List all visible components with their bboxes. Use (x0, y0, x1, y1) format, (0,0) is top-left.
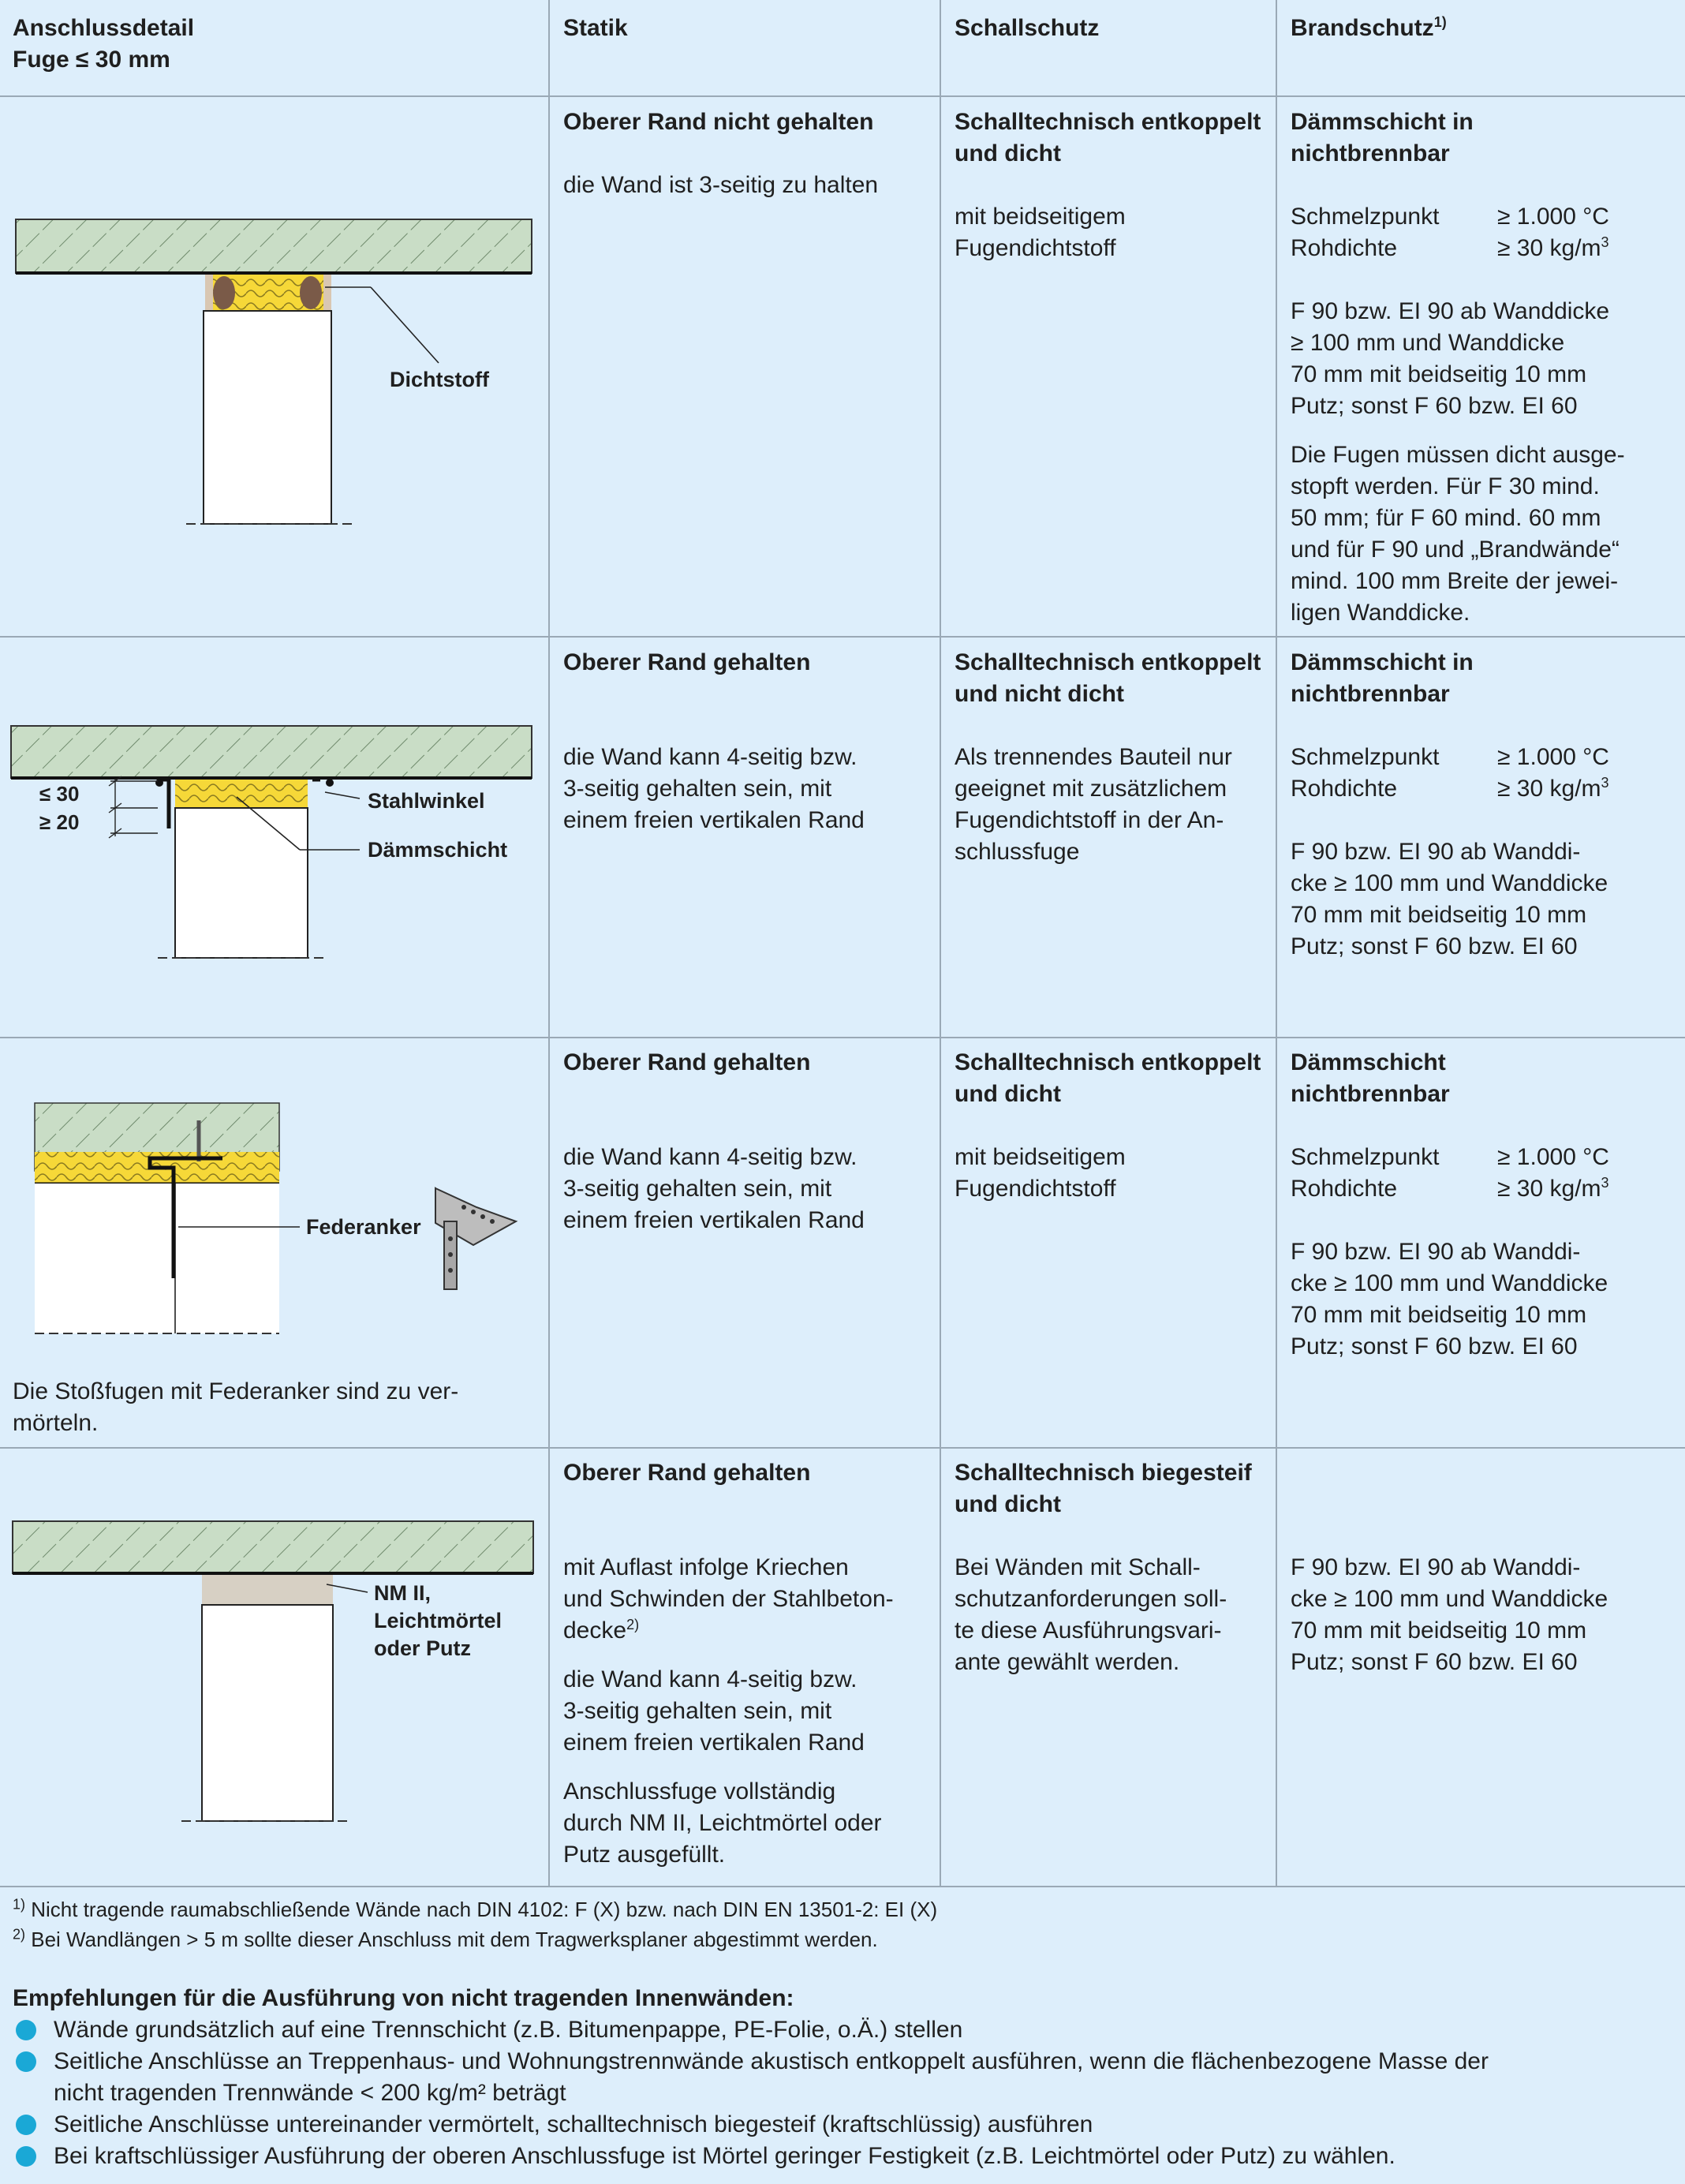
header-schallschutz: Schallschutz (955, 15, 1100, 41)
label-min-20: ≥ 20 (39, 810, 80, 834)
label-leichtmoertel: Leichtmörtel (374, 1609, 503, 1632)
bullet-icon (16, 2115, 36, 2135)
label-federanker: Federanker (306, 1215, 421, 1239)
wall (35, 1184, 279, 1333)
label-oder-putz: oder Putz (374, 1636, 472, 1660)
label-nm-ii: NM II, (374, 1581, 431, 1605)
footnote-2: $^{2)}$ Bei Wandlängen > 5 m sollte dieser Anschluss mit dem Tragwerksplaner abgestimmt werden. (13, 1926, 878, 1951)
wall (202, 1605, 333, 1821)
bullet-icon (16, 2020, 36, 2040)
label-dichtstoff: Dichtstoff (390, 368, 489, 391)
steel-angle-left (161, 780, 169, 828)
recommendations-title: Empfehlungen für die Ausführung von nicht tragenden Innenwänden: (13, 1985, 794, 2011)
detail-drawing-row2 (0, 710, 544, 970)
row-divider (0, 636, 1685, 638)
header-anschlussdetail: Anschlussdetail Fuge ≤ 30 mm (13, 15, 195, 73)
list-item: Seitliche Anschlüsse untereinander vermörtelt, schalltechnisch biegesteif (kraftschlüssig) ausführen (13, 2109, 1669, 2141)
row1-statik: Oberer Rand nicht gehalten die Wand ist 3-seitig zu halten (563, 109, 879, 198)
concrete-slab (13, 1521, 533, 1573)
mortar-joint (202, 1575, 333, 1605)
wall (204, 311, 331, 524)
federanker-icon (435, 1188, 516, 1289)
row3-statik: Oberer Rand gehalten die Wand kann 4-seitig bzw. 3-seitig gehalten sein, mit einem freien vertikalen Rand (563, 1049, 865, 1233)
row-divider (0, 1037, 1685, 1038)
list-item: Seitliche Anschlüsse an Treppenhaus- und Wohnungstrennwände akustisch entkoppelt ausführen, wenn die flächenbezogene Masse der nicht tragenden Trennwände < 200 kg/m² beträgt (13, 2046, 1669, 2109)
list-item: Wände grundsätzlich auf eine Trennschicht (z.B. Bitumenpappe, PE-Folie, o.Ä.) stellen (13, 2014, 1669, 2046)
row2-schallschutz: Schalltechnisch entkoppelt und nicht dicht Als trennendes Bauteil nur geeignet mit zusätzlichem Fugendichtstoff in der An- schlussfuge (955, 649, 1261, 865)
row-divider (0, 95, 1685, 97)
column-divider (548, 0, 550, 1886)
bullet-icon (16, 2146, 36, 2167)
label-stahlwinkel: Stahlwinkel (368, 789, 485, 813)
sealant-left (213, 276, 235, 309)
row3-brandschutz: Dämmschicht nichtbrennbar Schmelzpunkt ≥ 1.000 °C Rohdichte ≥ 30 $kg/m^3$ F 90 bzw. EI 90 ab Wanddi- cke ≥ 100 mm und Wanddicke 70 mm mit beidseitig 10 mm Putz; sonst F 60 bzw. EI 60 (1291, 1049, 1609, 1359)
row-divider (0, 1886, 1685, 1887)
column-divider (940, 0, 941, 1886)
row1-brandschutz: Dämmschicht in nichtbrennbar Schmelzpunkt ≥ 1.000 °C Rohdichte ≥ 30 $kg/m^3$ F 90 bzw. EI 90 ab Wanddicke ≥ 100 mm und Wanddicke 70 mm mit beidseitig 10 mm Putz; sonst F 60 bzw. EI 60 Die Fugen müssen dicht ausge- stopft werden. Für F 30 mind. 50 mm; für F 60 mind. 60 mm und für F 90 und „Brandwände“ mind. 100 mm Breite der jewei- ligen Wanddicke. (1291, 109, 1625, 626)
row3-caption: Die Stoßfugen mit Federanker sind zu ver- mörteln. (13, 1378, 459, 1436)
row4-schallschutz: Schalltechnisch biegesteif und dicht Bei Wänden mit Schall- schutzanforderungen soll- te diese Ausführungsvari- ante gewählt werden. (955, 1460, 1252, 1675)
wall (175, 808, 308, 958)
recommendations (13, 1983, 1669, 2172)
bullet-icon (16, 2051, 36, 2072)
row4-statik: Oberer Rand gehalten mit Auflast infolge Kriechen und Schwinden der Stahlbeton- decke$^{2)}$ die Wand kann 4-seitig bzw. 3-seitig gehalten sein, mit einem freien vertikalen Rand Anschlussfuge vollständig durch NM II, Leichtmörtel oder Putz ausgefüllt. (563, 1460, 894, 1868)
detail-drawing-row3 (0, 1089, 544, 1349)
row4-brandschutz: F 90 bzw. EI 90 ab Wanddi- cke ≥ 100 mm und Wanddicke 70 mm mit beidseitig 10 mm Putz; sonst F 60 bzw. EI 60 (1291, 1554, 1608, 1675)
row3-schallschutz: Schalltechnisch entkoppelt und dicht mit beidseitigem Fugendichtstoff (955, 1049, 1261, 1202)
sealant-right (300, 276, 322, 309)
detail-drawing-row4 (0, 1499, 544, 1838)
label-daemmschicht: Dämmschicht (368, 838, 508, 862)
row1-schallschutz: Schalltechnisch entkoppelt und dicht mit beidseitigem Fugendichtstoff (955, 109, 1261, 261)
header-brandschutz: Brandschutz$^{1)}$ (1291, 14, 1447, 41)
concrete-slab (16, 219, 532, 273)
concrete-slab (11, 726, 532, 778)
column-divider (1276, 0, 1277, 1886)
footnote-1: $^{1)}$ Nicht tragende raumabschließende Wände nach DIN 4102: F (X) bzw. nach DIN EN 13501-2: EI (X) (13, 1896, 938, 1921)
row2-brandschutz: Dämmschicht in nichtbrennbar Schmelzpunkt ≥ 1.000 °C Rohdichte ≥ 30 $kg/m^3$ F 90 bzw. EI 90 ab Wanddi- cke ≥ 100 mm und Wanddicke 70 mm mit beidseitig 10 mm Putz; sonst F 60 bzw. EI 60 (1291, 649, 1609, 959)
detail-drawing-row1 (0, 205, 544, 537)
label-max-30: ≤ 30 (39, 782, 80, 806)
row2-statik: Oberer Rand gehalten die Wand kann 4-seitig bzw. 3-seitig gehalten sein, mit einem freien vertikalen Rand (563, 649, 865, 833)
insulation-layer (175, 780, 308, 808)
header-statik: Statik (563, 15, 628, 41)
row-divider (0, 1447, 1685, 1449)
list-item: Bei kraftschlüssiger Ausführung der oberen Anschlussfuge ist Mörtel geringer Festigkeit (z.B. Leichtmörtel oder Putz) zu wählen. (13, 2141, 1669, 2172)
